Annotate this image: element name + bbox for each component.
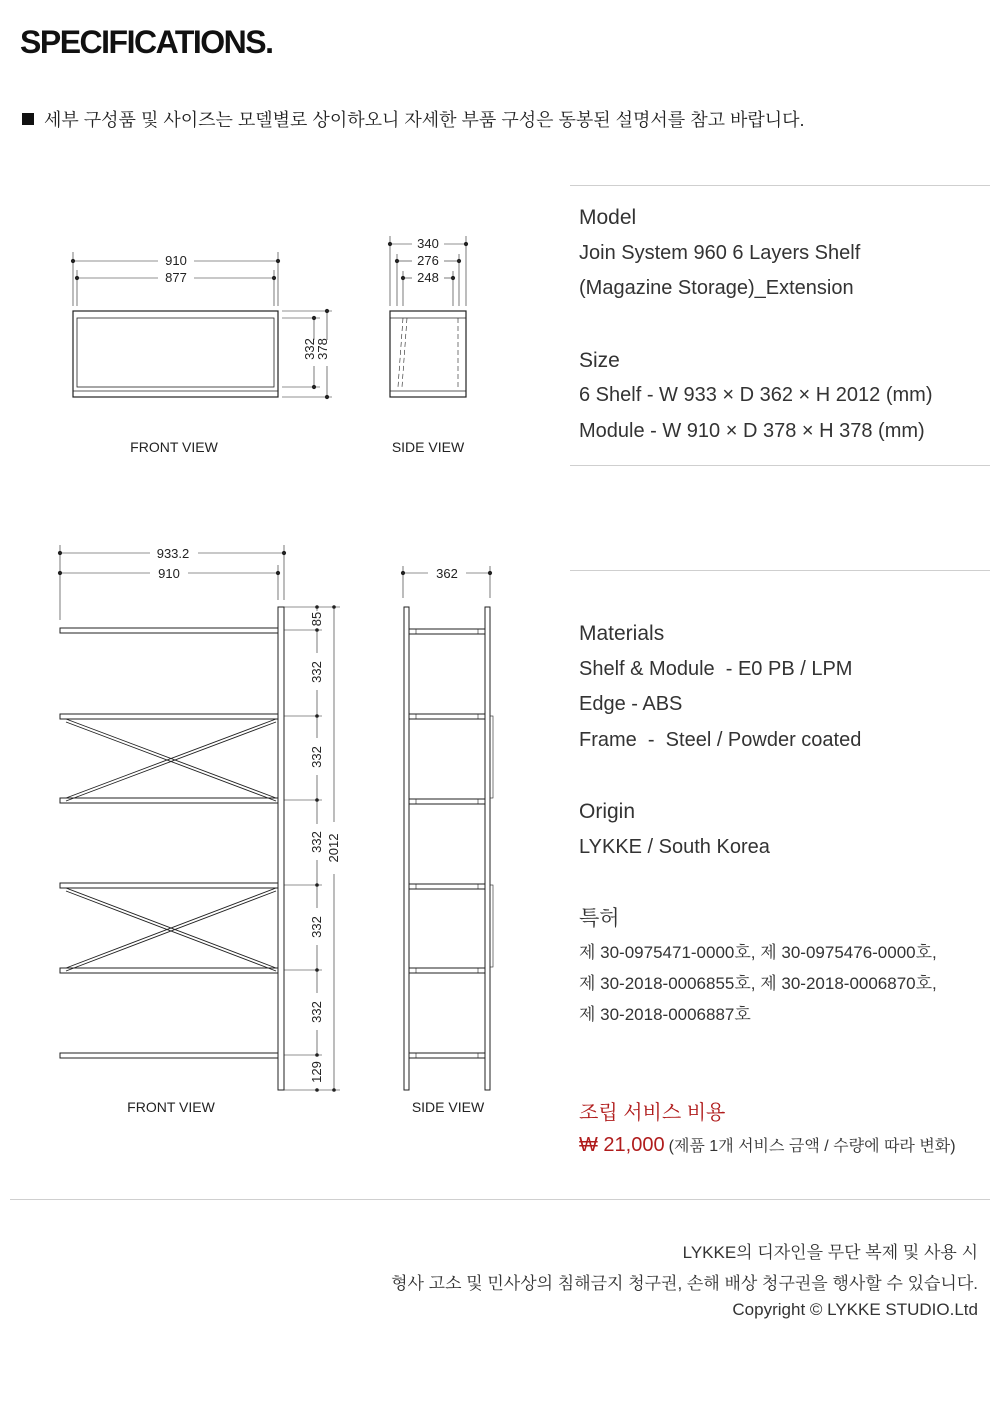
- footer-line-1: LYKKE의 디자인을 무단 복제 및 사용 시: [682, 1243, 978, 1262]
- patent-line-3: 제 30-2018-0006887호: [579, 1004, 751, 1024]
- materials-label: Materials: [579, 622, 665, 645]
- module-height-outer: 378: [315, 338, 330, 360]
- divider-footer: [10, 1199, 990, 1200]
- shelf-section-3: 332: [309, 831, 324, 853]
- footer-line-2: 형사 고소 및 민사상의 침해금지 청구권, 손해 배상 청구권을 행사할 수 있습니다.: [391, 1274, 978, 1293]
- materials-line-2: Edge - ABS: [579, 693, 683, 715]
- patent-line-1: 제 30-0975471-0000호, 제 30-0975476-0000호,: [579, 942, 937, 962]
- module-depth-outer: 340: [417, 236, 439, 251]
- shelf-section-5: 332: [309, 1001, 324, 1023]
- size-line-2: Module - W 910 × D 378 × H 378 (mm): [579, 419, 925, 442]
- price-amount: ₩ 21,000: [579, 1134, 665, 1156]
- notice-text: 세부 구성품 및 사이즈는 모델별로 상이하오니 자세한 부품 구성은 동봉된 설명서를 참고 바랍니다.: [44, 110, 805, 130]
- size-label: Size: [579, 348, 620, 372]
- model-line-1: Join System 960 6 Layers Shelf: [579, 241, 861, 264]
- model-line-2: (Magazine Storage)_Extension: [579, 277, 854, 299]
- module-front-caption: FRONT VIEW: [130, 439, 218, 455]
- spec-materials-origin: [579, 616, 937, 1030]
- module-side-view: [388, 236, 467, 455]
- price-note: (제품 1개 서비스 금액 / 수량에 따라 변화): [668, 1138, 956, 1155]
- shelf-depth: 362: [436, 566, 458, 581]
- shelf-side-caption: SIDE VIEW: [411, 1099, 485, 1115]
- patent-line-2: 제 30-2018-0006855호, 제 30-2018-0006870호,: [579, 973, 937, 993]
- shelf-total-height: 2012: [326, 833, 341, 863]
- module-height-inner: 332: [302, 338, 317, 360]
- module-depth-mid: 276: [417, 253, 439, 268]
- shelf-width-inner: 910: [158, 566, 180, 581]
- materials-line-3: Frame - Steel / Powder coated: [579, 728, 862, 751]
- shelf-section-1: 332: [309, 661, 324, 683]
- origin-line-1: LYKKE / South Korea: [579, 835, 770, 858]
- footer-copyright: Copyright © LYKKE STUDIO.Ltd: [732, 1300, 978, 1319]
- module-side-caption: SIDE VIEW: [391, 439, 465, 455]
- shelf-width-outer: 933.2: [156, 546, 190, 561]
- spec-drawings: [0, 0, 560, 1140]
- shelf-front-view: [58, 545, 341, 1115]
- divider-mid-1: [570, 465, 990, 466]
- model-label: Model: [579, 206, 637, 229]
- assembly-service-price: [579, 1133, 956, 1157]
- shelf-bottom-gap: 129: [309, 1061, 324, 1083]
- module-width-inner: 877: [165, 270, 187, 285]
- shelf-front-caption: FRONT VIEW: [127, 1099, 215, 1115]
- module-front-view: [71, 252, 332, 455]
- page-title: SPECIFICATIONS.: [20, 24, 273, 60]
- materials-line-1: Shelf & Module - E0 PB / LPM: [579, 657, 853, 680]
- shelf-side-view: [401, 566, 493, 1115]
- module-width-outer: 910: [165, 253, 187, 268]
- size-line-1: 6 Shelf - W 933 × D 362 × H 2012 (mm): [579, 384, 933, 406]
- module-depth-inner: 248: [417, 270, 439, 285]
- spec-model-size: [579, 200, 933, 449]
- patent-label: 특허: [579, 907, 620, 930]
- origin-label: Origin: [579, 800, 636, 823]
- divider-mid-2: [570, 570, 990, 571]
- shelf-section-2: 332: [309, 746, 324, 768]
- shelf-section-4: 332: [309, 916, 324, 938]
- assembly-service-title: 조립 서비스 비용: [579, 1102, 726, 1124]
- divider-top: [570, 185, 990, 186]
- shelf-top-gap: 85: [309, 611, 324, 627]
